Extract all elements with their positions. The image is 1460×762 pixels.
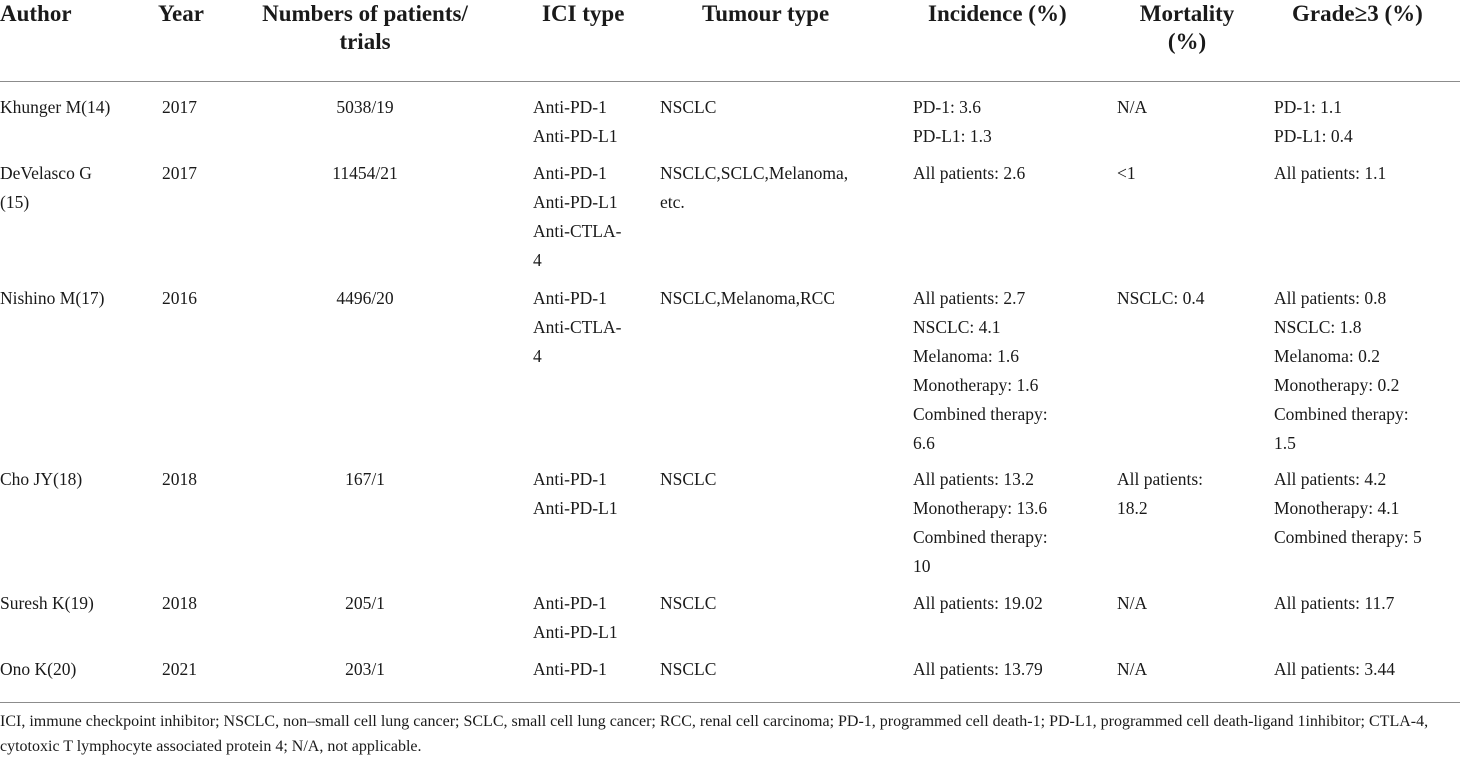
cell-mortality: <1 (1117, 163, 1136, 183)
header-divider (0, 81, 1460, 82)
cell-incidence: PD-1: 3.6 PD-L1: 1.3 (913, 97, 992, 146)
cell-year: 2016 (162, 288, 197, 308)
cell-mortality: NSCLC: 0.4 (1117, 288, 1205, 308)
cell-tumour-type: NSCLC (660, 593, 717, 613)
cell-numbers: 205/1 (345, 593, 385, 613)
cell-author: Nishino M(17) (0, 288, 105, 308)
cell-mortality: N/A (1117, 97, 1148, 117)
cell-grade3: All patients: 11.7 (1274, 593, 1395, 613)
cell-ici-type: Anti-PD-1 Anti-PD-L1 (533, 97, 618, 146)
cell-year: 2017 (162, 97, 197, 117)
cell-numbers: 5038/19 (336, 97, 394, 117)
cell-incidence: All patients: 2.7 NSCLC: 4.1 Melanoma: 1.6 Monotherapy: 1.6 Combined therapy: 6.6 (913, 288, 1048, 453)
cell-grade3: All patients: 4.2 Monotherapy: 4.1 Combined therapy: 5 (1274, 469, 1422, 547)
cell-ici-type: Anti-PD-1 (533, 659, 607, 679)
cell-numbers: 4496/20 (336, 288, 394, 308)
cell-ici-type: Anti-PD-1 Anti-PD-L1 (533, 593, 618, 642)
cell-numbers: 203/1 (345, 659, 385, 679)
cell-tumour-type: NSCLC (660, 97, 717, 117)
cell-grade3: All patients: 3.44 (1274, 659, 1396, 679)
table-bottom-divider (0, 702, 1460, 703)
header-tumour-type: Tumour type (702, 1, 830, 26)
cell-grade3: All patients: 1.1 (1274, 163, 1387, 183)
cell-numbers: 11454/21 (332, 163, 398, 183)
cell-numbers: 167/1 (345, 469, 385, 489)
cell-tumour-type: NSCLC,Melanoma,RCC (660, 288, 836, 308)
cell-incidence: All patients: 13.79 (913, 659, 1043, 679)
cell-mortality: N/A (1117, 593, 1148, 613)
header-year: Year (158, 1, 204, 26)
cell-author: Suresh K(19) (0, 593, 94, 613)
cell-year: 2021 (162, 659, 197, 679)
cell-incidence: All patients: 13.2 Monotherapy: 13.6 Combined therapy: 10 (913, 469, 1048, 576)
header-grade3: Grade≥3 (%) (1292, 1, 1423, 26)
cell-mortality: N/A (1117, 659, 1148, 679)
header-ici-type: ICI type (542, 1, 625, 26)
cell-ici-type: Anti-PD-1 Anti-PD-L1 (533, 469, 618, 518)
cell-incidence: All patients: 19.02 (913, 593, 1043, 613)
cell-ici-type: Anti-PD-1 Anti-PD-L1 Anti-CTLA- 4 (533, 163, 622, 270)
cell-year: 2017 (162, 163, 197, 183)
table-footnote: ICI, immune checkpoint inhibitor; NSCLC, non–small cell lung cancer; SCLC, small cell lung cancer; RCC, renal cell carcinoma; PD-1, programmed cell death-1; PD-L1, programmed cell death-ligand 1inhibitor; CTLA-4, cytotoxic T lymphocyte associated protein 4; N/A, not applicable. (0, 713, 1429, 755)
cell-incidence: All patients: 2.6 (913, 163, 1026, 183)
header-incidence: Incidence (%) (928, 1, 1067, 26)
cell-author: Cho JY(18) (0, 469, 83, 489)
cell-author: Khunger M(14) (0, 97, 111, 117)
cell-author: DeVelasco G (15) (0, 163, 92, 212)
cell-tumour-type: NSCLC,SCLC,Melanoma, etc. (660, 163, 849, 212)
cell-year: 2018 (162, 469, 197, 489)
cell-mortality: All patients: 18.2 (1117, 469, 1204, 518)
cell-grade3: All patients: 0.8 NSCLC: 1.8 Melanoma: 0.2 Monotherapy: 0.2 Combined therapy: 1.5 (1274, 288, 1409, 453)
header-mortality: Mortality (%) (1139, 1, 1235, 54)
cell-tumour-type: NSCLC (660, 469, 717, 489)
cell-tumour-type: NSCLC (660, 659, 717, 679)
cell-author: Ono K(20) (0, 659, 77, 679)
cell-year: 2018 (162, 593, 197, 613)
header-author: Author (0, 1, 72, 26)
cell-ici-type: Anti-PD-1 Anti-CTLA- 4 (533, 288, 622, 366)
cell-grade3: PD-1: 1.1 PD-L1: 0.4 (1274, 97, 1353, 146)
header-numbers: Numbers of patients/ trials (262, 1, 468, 54)
